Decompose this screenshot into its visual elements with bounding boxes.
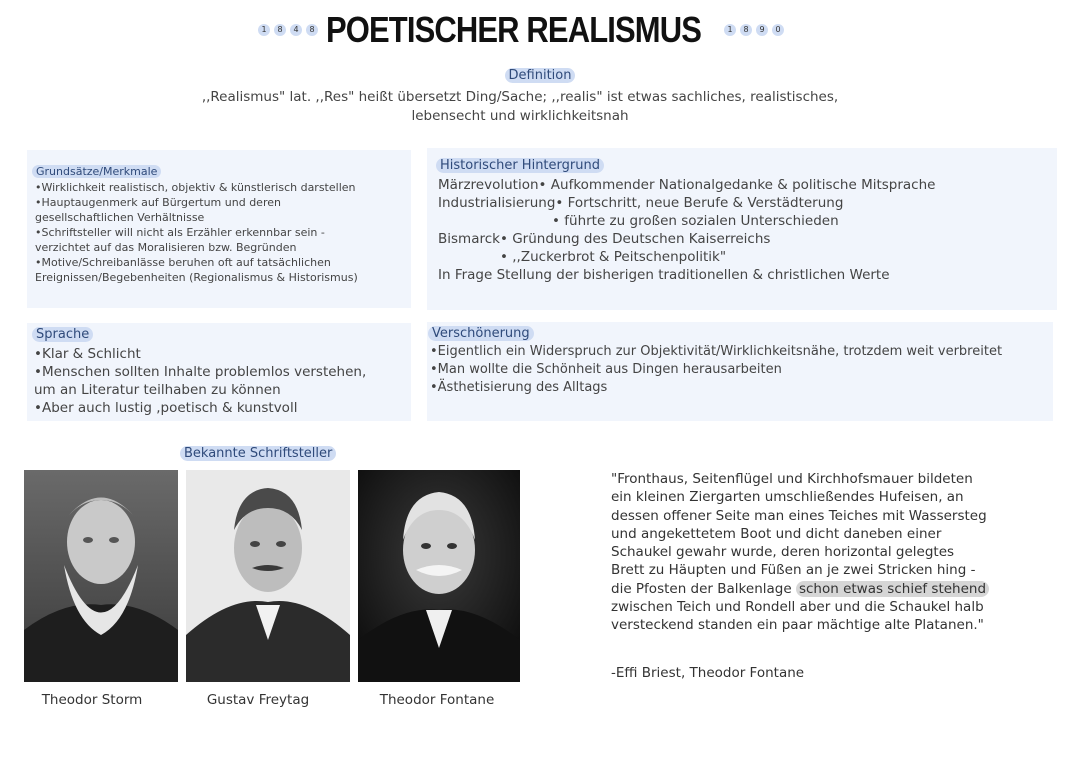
list-item: •Motive/Schreibanlässe beruhen oft auf tatsächlichen [35, 256, 331, 269]
list-item: Industrialisierung• Fortschritt, neue Berufe & Verstädterung [438, 195, 844, 211]
quote-line: ein kleinen Ziergarten umschließendes Hufeisen, an [611, 489, 964, 506]
list-item: • ,,Zuckerbrot & Peitschenpolitik" [500, 249, 727, 265]
definition-heading [0, 68, 1080, 83]
quote-line: Schaukel gewahr wurde, deren horizontal gelegtes [611, 544, 955, 561]
year-digit: 8 [306, 24, 318, 36]
list-item: Märzrevolution• Aufkommender Nationalgedanke & politische Mitsprache [438, 177, 936, 193]
authors-label: Bekannte Schriftsteller [180, 446, 336, 461]
list-item: •Schriftsteller will nicht als Erzähler erkennbar sein - [35, 226, 325, 239]
year-digit: 0 [772, 24, 784, 36]
list-item: Ereignissen/Begebenheiten (Regionalismus & Historismus) [35, 271, 358, 284]
definition-line: lebensecht und wirklichkeitsnah [411, 108, 629, 124]
sprache-heading [32, 327, 93, 342]
year-digit: 8 [274, 24, 286, 36]
list-item: •Man wollte die Schönheit aus Dingen herausarbeiten [430, 362, 782, 377]
quote-line: Brett zu Häupten und Füßen an je zwei Stricken hing - [611, 562, 976, 579]
quote-line: dessen offener Seite man eines Teiches mit Wassersteg [611, 507, 987, 524]
year-digit: 9 [756, 24, 768, 36]
list-item: •Hauptaugenmerk auf Bürgertum und deren [35, 196, 281, 209]
sprache-list [34, 345, 404, 417]
list-item: •Eigentlich ein Widerspruch zur Objektivität/Wirklichkeitsnähe, trotzdem weit verbreitet [430, 344, 1003, 359]
portrait-theodor-storm [24, 470, 178, 682]
verschoenerung-heading [428, 326, 534, 341]
sprache-label: Sprache [32, 327, 93, 342]
list-item: •Aber auch lustig ,poetisch & kunstvoll [34, 400, 298, 416]
list-item: Bismarck• Gründung des Deutschen Kaiserreichs [438, 231, 771, 247]
list-item: In Frage Stellung der bisherigen traditionellen & christlichen Werte [438, 267, 890, 283]
historisch-label: Historischer Hintergrund [436, 158, 604, 173]
year-digit: 1 [724, 24, 736, 36]
author-name: Gustav Freytag [206, 692, 310, 708]
verschoenerung-label: Verschönerung [428, 326, 534, 341]
quote-line [611, 580, 1031, 598]
list-item: gesellschaftlichen Verhältnisse [35, 211, 205, 224]
list-item: •Ästhetisierung des Alltags [430, 380, 608, 395]
grundsaetze-heading [32, 165, 161, 178]
list-item: •Klar & Schlicht [34, 346, 141, 362]
authors-heading [180, 446, 336, 461]
historisch-list [438, 176, 1048, 284]
quote-line: "Fronthaus, Seitenflügel und Kirchhofsmauer bildeten [611, 471, 973, 487]
definition-label: Definition [505, 68, 576, 83]
page-title: POETISCHER REALISMUS [326, 9, 702, 50]
definition-line: ,,Realismus" lat. ,,Res" heißt übersetzt Ding/Sache; ,,realis" ist etwas sachliches, realistisches, [201, 89, 839, 105]
quote-line: versteckend standen ein paar mächtige alte Platanen." [611, 617, 984, 634]
year-start [258, 24, 318, 36]
historisch-heading [436, 158, 604, 173]
quote-text: die Pfosten der Balkenlage [611, 580, 792, 597]
year-digit: 1 [258, 24, 270, 36]
quote-highlight: schon etwas schief stehend [796, 581, 989, 597]
year-end [724, 24, 784, 36]
grundsaetze-list [35, 180, 405, 285]
grundsaetze-label: Grundsätze/Merkmale [32, 165, 161, 178]
list-item: • führte zu großen sozialen Unterschieden [552, 213, 839, 229]
list-item: •Menschen sollten Inhalte problemlos verstehen, [34, 364, 367, 380]
quote-block [611, 470, 1031, 635]
portrait-theodor-fontane [358, 470, 520, 682]
list-item: verzichtet auf das Moralisieren bzw. Begründen [35, 241, 297, 254]
quote-attribution: -Effi Briest, Theodor Fontane [611, 665, 805, 681]
quote-line: zwischen Teich und Rondell aber und die Schaukel halb [611, 599, 984, 616]
author-name: Theodor Storm [41, 692, 143, 708]
author-name: Theodor Fontane [379, 692, 495, 708]
page-header [258, 8, 784, 52]
definition-text [160, 88, 880, 126]
list-item: um an Literatur teilhaben zu können [34, 382, 281, 398]
verschoenerung-list [430, 343, 1060, 397]
list-item: •Wirklichkeit realistisch, objektiv & künstlerisch darstellen [35, 181, 356, 194]
portrait-gustav-freytag [186, 470, 350, 682]
year-digit: 4 [290, 24, 302, 36]
year-digit: 8 [740, 24, 752, 36]
quote-line: und angekettetem Boot und dicht daneben einer [611, 525, 942, 542]
